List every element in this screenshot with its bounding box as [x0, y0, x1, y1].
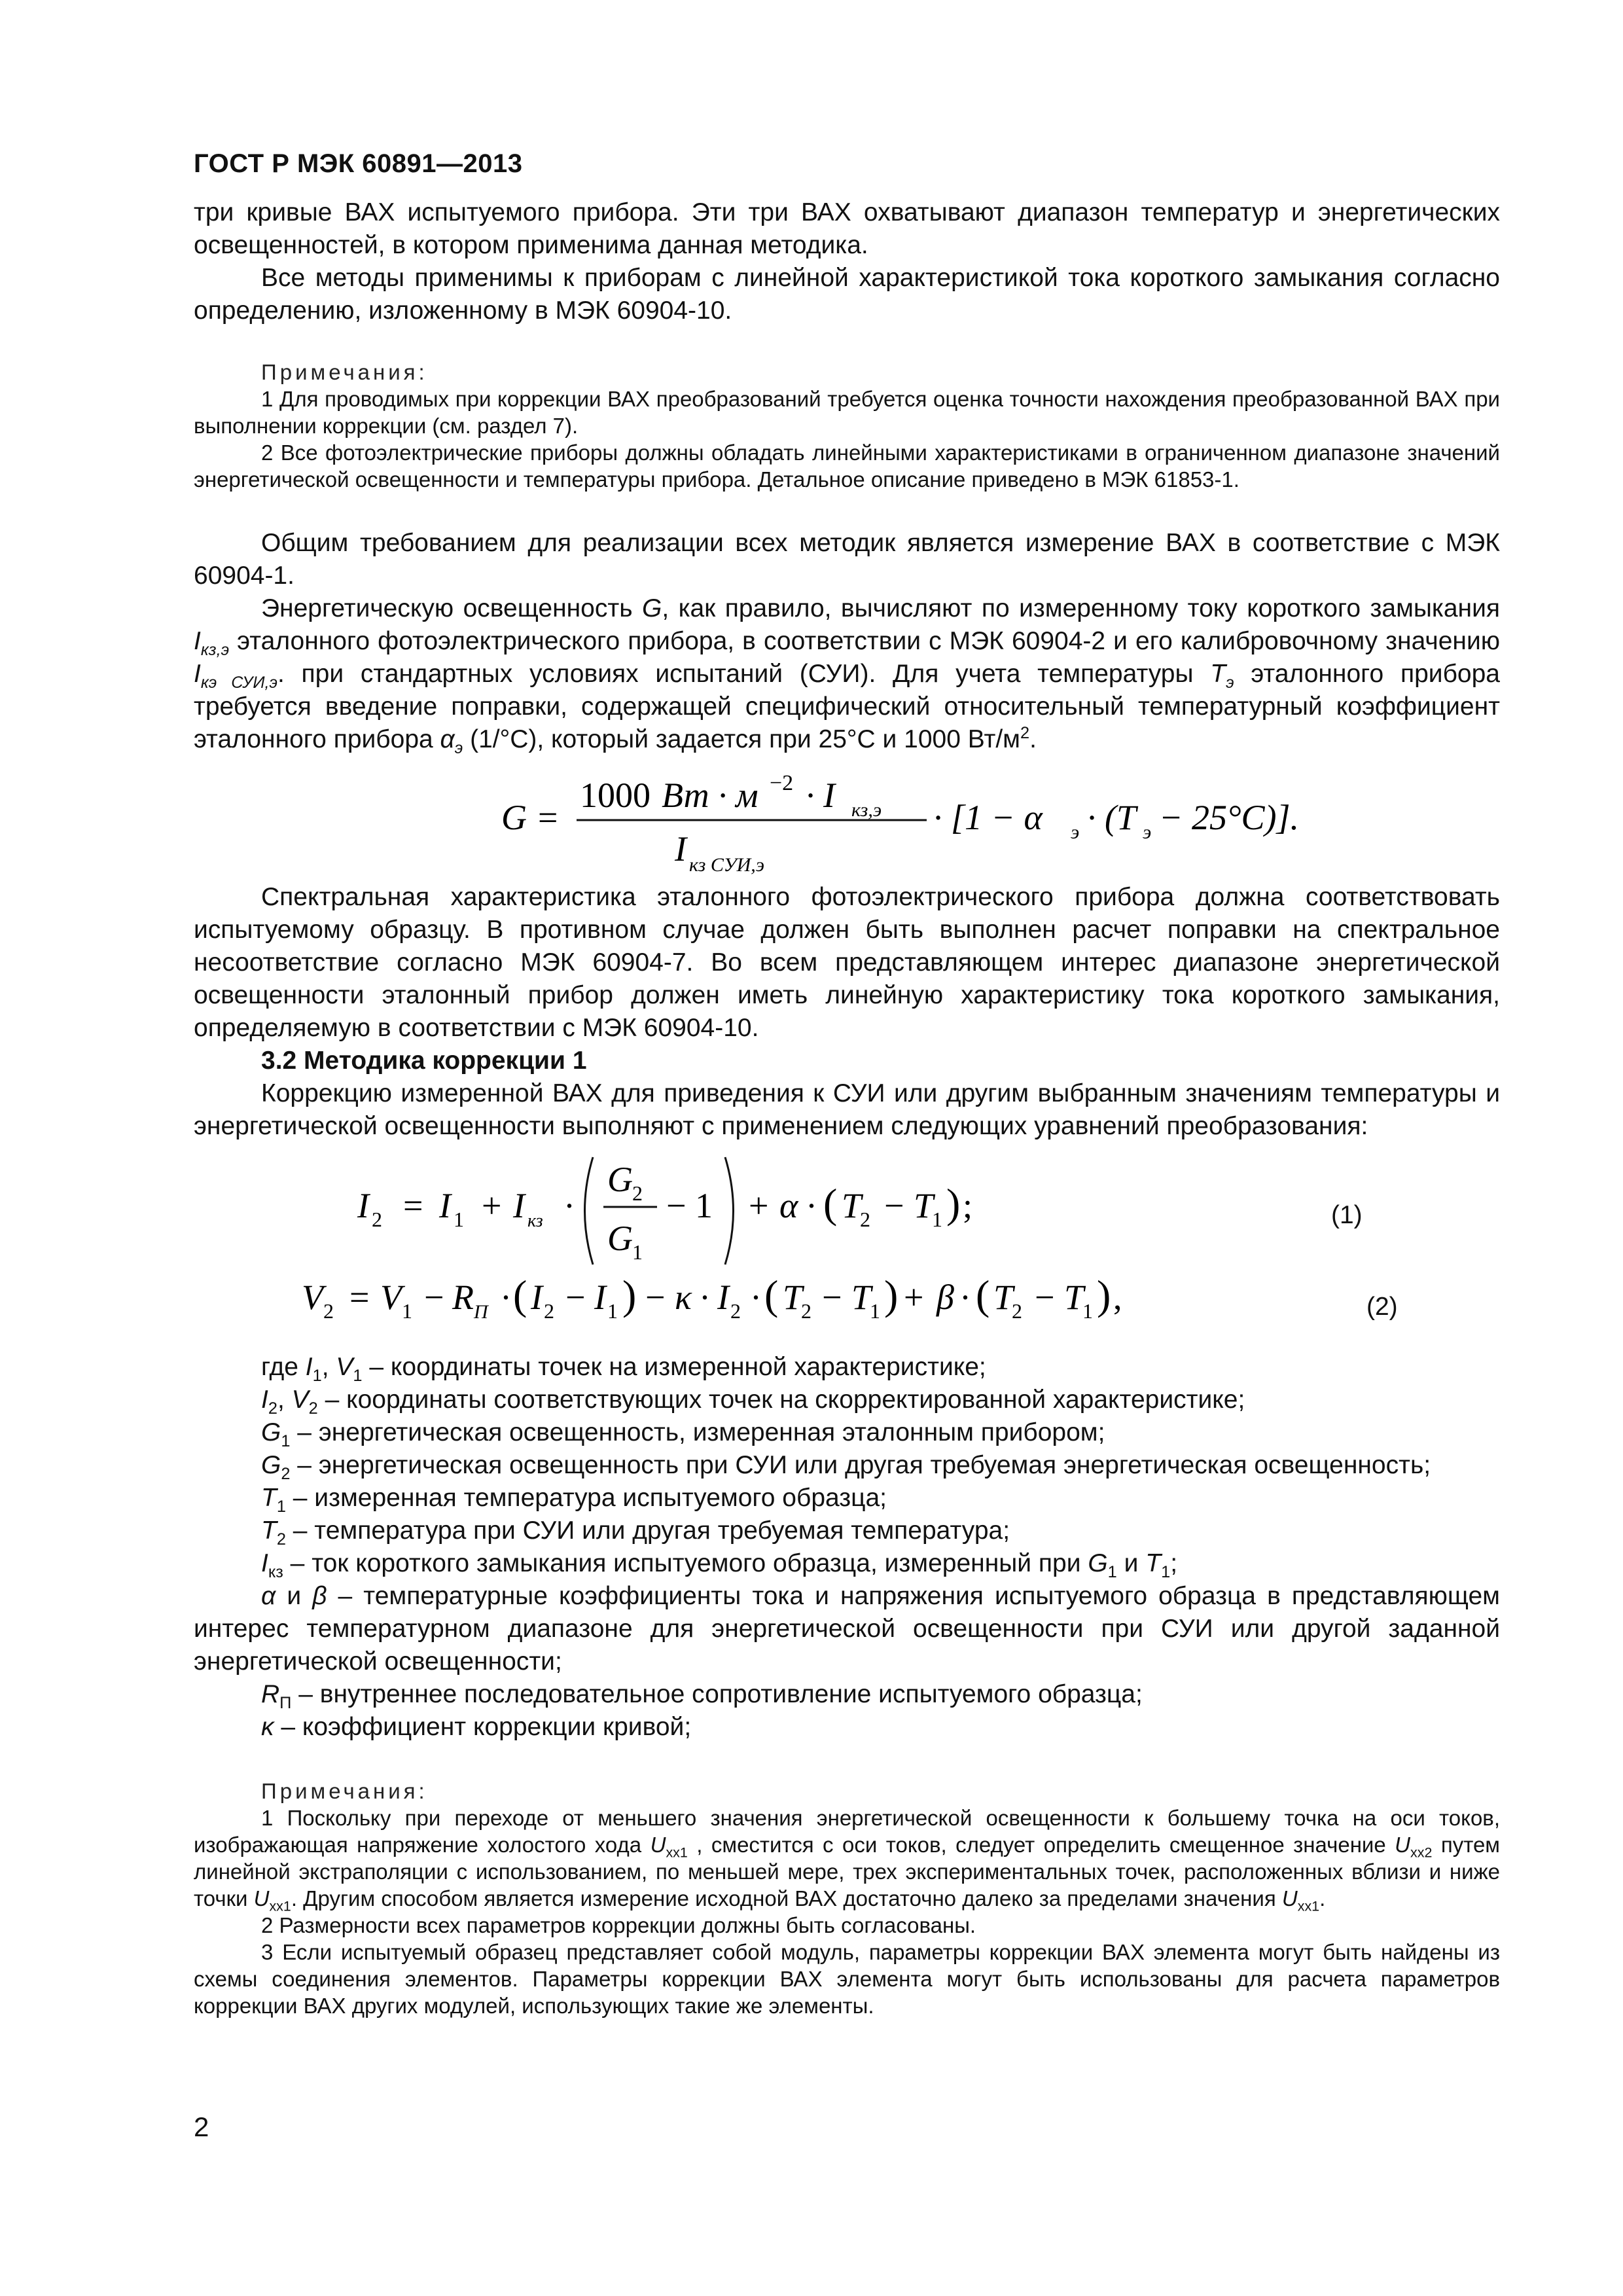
notes-heading: Примечания: — [261, 1779, 428, 1803]
svg-text:· [1 − α: · [1 − α — [933, 798, 1043, 837]
svg-text:T: T — [914, 1186, 934, 1225]
definition-item: где $I_1$, $V_1$ – координаты точек на измеренной характеристике; — [261, 1353, 986, 1385]
svg-text:кз: кз — [527, 1211, 543, 1231]
svg-text:(: ( — [764, 1272, 779, 1318]
svg-text:T: T — [783, 1278, 803, 1317]
svg-text:П: П — [474, 1301, 488, 1323]
svg-text:· (T: · (T — [1087, 798, 1137, 837]
equations-block — [194, 1145, 1500, 1342]
svg-text:1: 1 — [632, 1240, 643, 1264]
intro-paragraph-2: Все методы применимы к приборам с линейной характеристикой тока короткого замыкания согласно определению, изложенному в МЭК 60904-10. — [194, 264, 1500, 325]
svg-text:·: · — [806, 1186, 817, 1225]
svg-text:α: α — [779, 1186, 798, 1225]
svg-text:2: 2 — [860, 1208, 870, 1231]
svg-text:1: 1 — [870, 1299, 880, 1323]
svg-text:2: 2 — [1012, 1299, 1022, 1323]
general-paragraph-1: Общим требованием для реализации всех методик является измерение ВАХ в соответствие с МЭК 60904-1. — [194, 529, 1500, 590]
note-item: 3 Если испытуемый образец представляет собой модуль, параметры коррекции ВАХ элемента могут быть найдены из схемы соединения элементов. Параметры коррекции ВАХ элемента могут быть использованы для расчета параметров коррекции ВАХ других модулей, использующих такие же элементы. — [194, 1940, 1500, 2018]
svg-text:1: 1 — [454, 1208, 464, 1231]
svg-text:V: V — [302, 1278, 323, 1317]
notes-block-1 — [194, 359, 1500, 493]
notes-block-2 — [194, 1778, 1500, 2019]
notes-heading: Примечания: — [261, 360, 428, 384]
svg-text:κ: κ — [675, 1278, 692, 1317]
svg-text:1000: 1000 — [580, 776, 651, 815]
definition-kappa: κ – коэффициент коррекции кривой; — [261, 1713, 692, 1741]
note-item: 1 Поскольку при переходе от меньшего значения энергетической освещенности к большему точка на оси токов, изображающая напряжение холостого хода $U_{хх1}$ , сместится с оси токов, следует определить смещенное значение $U_{хх2}$ путем линейной экстраполяции с использованием, по меньшей мере, трех экспериментальных точек, расположенных вблизи и ниже точки $U_{хх1}$. Другим способом является измерение исходной ВАХ достаточно далеко за пределами значения $U_{хх1}$. — [194, 1806, 1500, 1914]
formula-irradiance — [194, 760, 1500, 874]
svg-text:э: э — [1143, 821, 1152, 843]
svg-text:·: · — [563, 1186, 575, 1225]
svg-text:): ) — [622, 1272, 637, 1318]
formula-lhs: G = — [501, 798, 560, 837]
svg-text:I: I — [439, 1186, 451, 1225]
svg-text:;: ; — [963, 1186, 973, 1225]
svg-text:G: G — [607, 1219, 633, 1258]
svg-text:): ) — [884, 1272, 899, 1318]
svg-text:=: = — [403, 1186, 423, 1225]
note-item: 1 Для проводимых при коррекции ВАХ преобразований требуется оценка точности нахождения преобразованной ВАХ при выполнении коррекции (см. раздел 7). — [194, 387, 1500, 438]
svg-text:э: э — [1071, 821, 1080, 843]
svg-text:2: 2 — [323, 1299, 334, 1323]
intro-paragraph-1: три кривые ВАХ испытуемого прибора. Эти три ВАХ охватывают диапазон температур и энергетических освещенностей, в котором применима данная методика. — [194, 198, 1500, 259]
svg-text:2: 2 — [544, 1299, 554, 1323]
svg-text:(: ( — [823, 1180, 838, 1227]
svg-text:− 25°C)].: − 25°C)]. — [1159, 798, 1300, 837]
definition-resistance: $R_П$ – внутреннее последовательное сопротивление испытуемого образца; — [261, 1680, 1143, 1712]
equation-1-number: (1) — [1331, 1201, 1363, 1229]
svg-text:2: 2 — [632, 1181, 643, 1205]
svg-text:1: 1 — [932, 1208, 942, 1231]
svg-text:кз СУИ,э: кз СУИ,э — [689, 854, 765, 874]
svg-text:β: β — [936, 1278, 954, 1317]
svg-text:V: V — [380, 1278, 402, 1317]
svg-text:,: , — [1113, 1278, 1122, 1317]
definition-item: $T_1$ – измеренная температура испытуемого образца; — [261, 1484, 887, 1516]
svg-text:G: G — [607, 1160, 633, 1199]
svg-text:T: T — [1064, 1278, 1084, 1317]
svg-text:I: I — [594, 1278, 606, 1317]
svg-text:−2: −2 — [770, 771, 794, 795]
svg-text:·: · — [500, 1278, 512, 1317]
note-item: 2 Размерности всех параметров коррекции должны быть согласованы. — [261, 1913, 976, 1937]
svg-text:T: T — [842, 1186, 862, 1225]
general-paragraph-2: Энергетическую освещенность G, как правило, вычисляют по измеренному току короткого замыкания $I_{кз,э}$ эталонного фотоэлектрического прибора, в соответствии с МЭК 60904-2 и его калибровочному значению $I_{кэ СУИ,э}$. при стандартных условиях испытаний (СУИ). Для учета температуры $T_э$ эталонного прибора требуется введение поправки, содержащей специфический относительный температурный коэффициент эталонного прибора $\alpha_э$ (1/°С), который задается при 25°С и 1000 $Вт/м^2$. — [194, 594, 1500, 757]
svg-text:1: 1 — [1082, 1299, 1093, 1323]
svg-text:2: 2 — [801, 1299, 812, 1323]
svg-text:− 1: − 1 — [666, 1186, 713, 1225]
svg-text:+: + — [749, 1186, 769, 1225]
definition-item: $G_2$ – энергетическая освещенность при СУИ или другая требуемая энергетическая освещенность; — [261, 1451, 1431, 1483]
svg-text:): ) — [1097, 1272, 1111, 1318]
section-paragraph: Коррекцию измеренной ВАХ для приведения к СУИ или другим выбранным значениям температуры и энергетической освещенности выполняют с применением следующих уравнений преобразования: — [194, 1079, 1500, 1140]
svg-text:(: ( — [976, 1272, 990, 1318]
svg-text:−: − — [1035, 1278, 1055, 1317]
svg-text:T: T — [993, 1278, 1014, 1317]
svg-text:Вт · м: Вт · м — [662, 776, 758, 815]
svg-text:+: + — [482, 1186, 502, 1225]
svg-text:−: − — [822, 1278, 842, 1317]
definition-item: $I_{кз}$ – ток короткого замыкания испытуемого образца, измеренный при $G_1$ и $T_1$; — [261, 1549, 1178, 1581]
svg-text:R: R — [452, 1278, 474, 1317]
section-heading: 3.2 Методика коррекции 1 — [261, 1047, 587, 1075]
svg-text:+: + — [904, 1278, 924, 1317]
svg-text:−: − — [565, 1278, 586, 1317]
definition-item: $T_2$ – температура при СУИ или другая требуемая температура; — [261, 1516, 1010, 1549]
svg-text:·: · — [959, 1278, 971, 1317]
svg-text:1: 1 — [607, 1299, 618, 1323]
svg-text:1: 1 — [402, 1299, 412, 1323]
svg-text:I: I — [357, 1186, 369, 1225]
page-number: 2 — [194, 2111, 209, 2142]
equation-2 — [302, 1272, 1122, 1323]
svg-text:I: I — [513, 1186, 525, 1225]
equation-1 — [357, 1157, 972, 1265]
svg-text:T: T — [851, 1278, 872, 1317]
svg-text:=: = — [349, 1278, 370, 1317]
svg-text:·: · — [750, 1278, 762, 1317]
equation-2-number: (2) — [1366, 1293, 1398, 1321]
spectral-paragraph: Спектральная характеристика эталонного фотоэлектрического прибора должна соответствовать испытуемому образцу. В противном случае должен быть выполнен расчет поправки на спектральное несоответствие согласно МЭК 60904-7. Во всем представляющем интерес диапазоне энергетической освещенности эталонный прибор должен иметь линейную характеристику тока короткого замыкания, определяемую в соответствии с МЭК 60904-10. — [194, 883, 1500, 1042]
svg-text:−: − — [884, 1186, 904, 1225]
svg-text:кз,э: кз,э — [851, 799, 882, 821]
document-header: ГОСТ Р МЭК 60891—2013 — [194, 149, 523, 178]
definition-item: $I_2$, $V_2$ – координаты соответствующих точек на скорректированной характеристике; — [261, 1386, 1245, 1418]
svg-text:2: 2 — [372, 1208, 382, 1231]
svg-text:): ) — [946, 1180, 961, 1227]
definition-item: $G_1$ – энергетическая освещенность, измеренная эталонным прибором; — [261, 1418, 1105, 1450]
svg-text:· I: · I — [806, 776, 835, 815]
svg-text:I: I — [717, 1278, 729, 1317]
svg-text:(: ( — [513, 1272, 527, 1318]
svg-text:−: − — [424, 1278, 444, 1317]
svg-text:−: − — [645, 1278, 666, 1317]
svg-text:I: I — [531, 1278, 543, 1317]
definition-alpha-beta: α и β – температурные коэффициенты тока и напряжения испытуемого образца в представляющем интерес температурном диапазоне для энергетической освещенности при СУИ или другой заданной энергетической освещенности; — [194, 1582, 1500, 1676]
note-item: 2 Все фотоэлектрические приборы должны обладать линейными характеристиками в ограниченном диапазоне значений энергетической освещенности и температуры прибора. Детальное описание приведено в МЭК 61853-1. — [194, 440, 1500, 492]
svg-text:2: 2 — [730, 1299, 741, 1323]
svg-text:I: I — [675, 829, 687, 869]
page-content — [194, 196, 1500, 2019]
svg-text:·: · — [699, 1278, 711, 1317]
